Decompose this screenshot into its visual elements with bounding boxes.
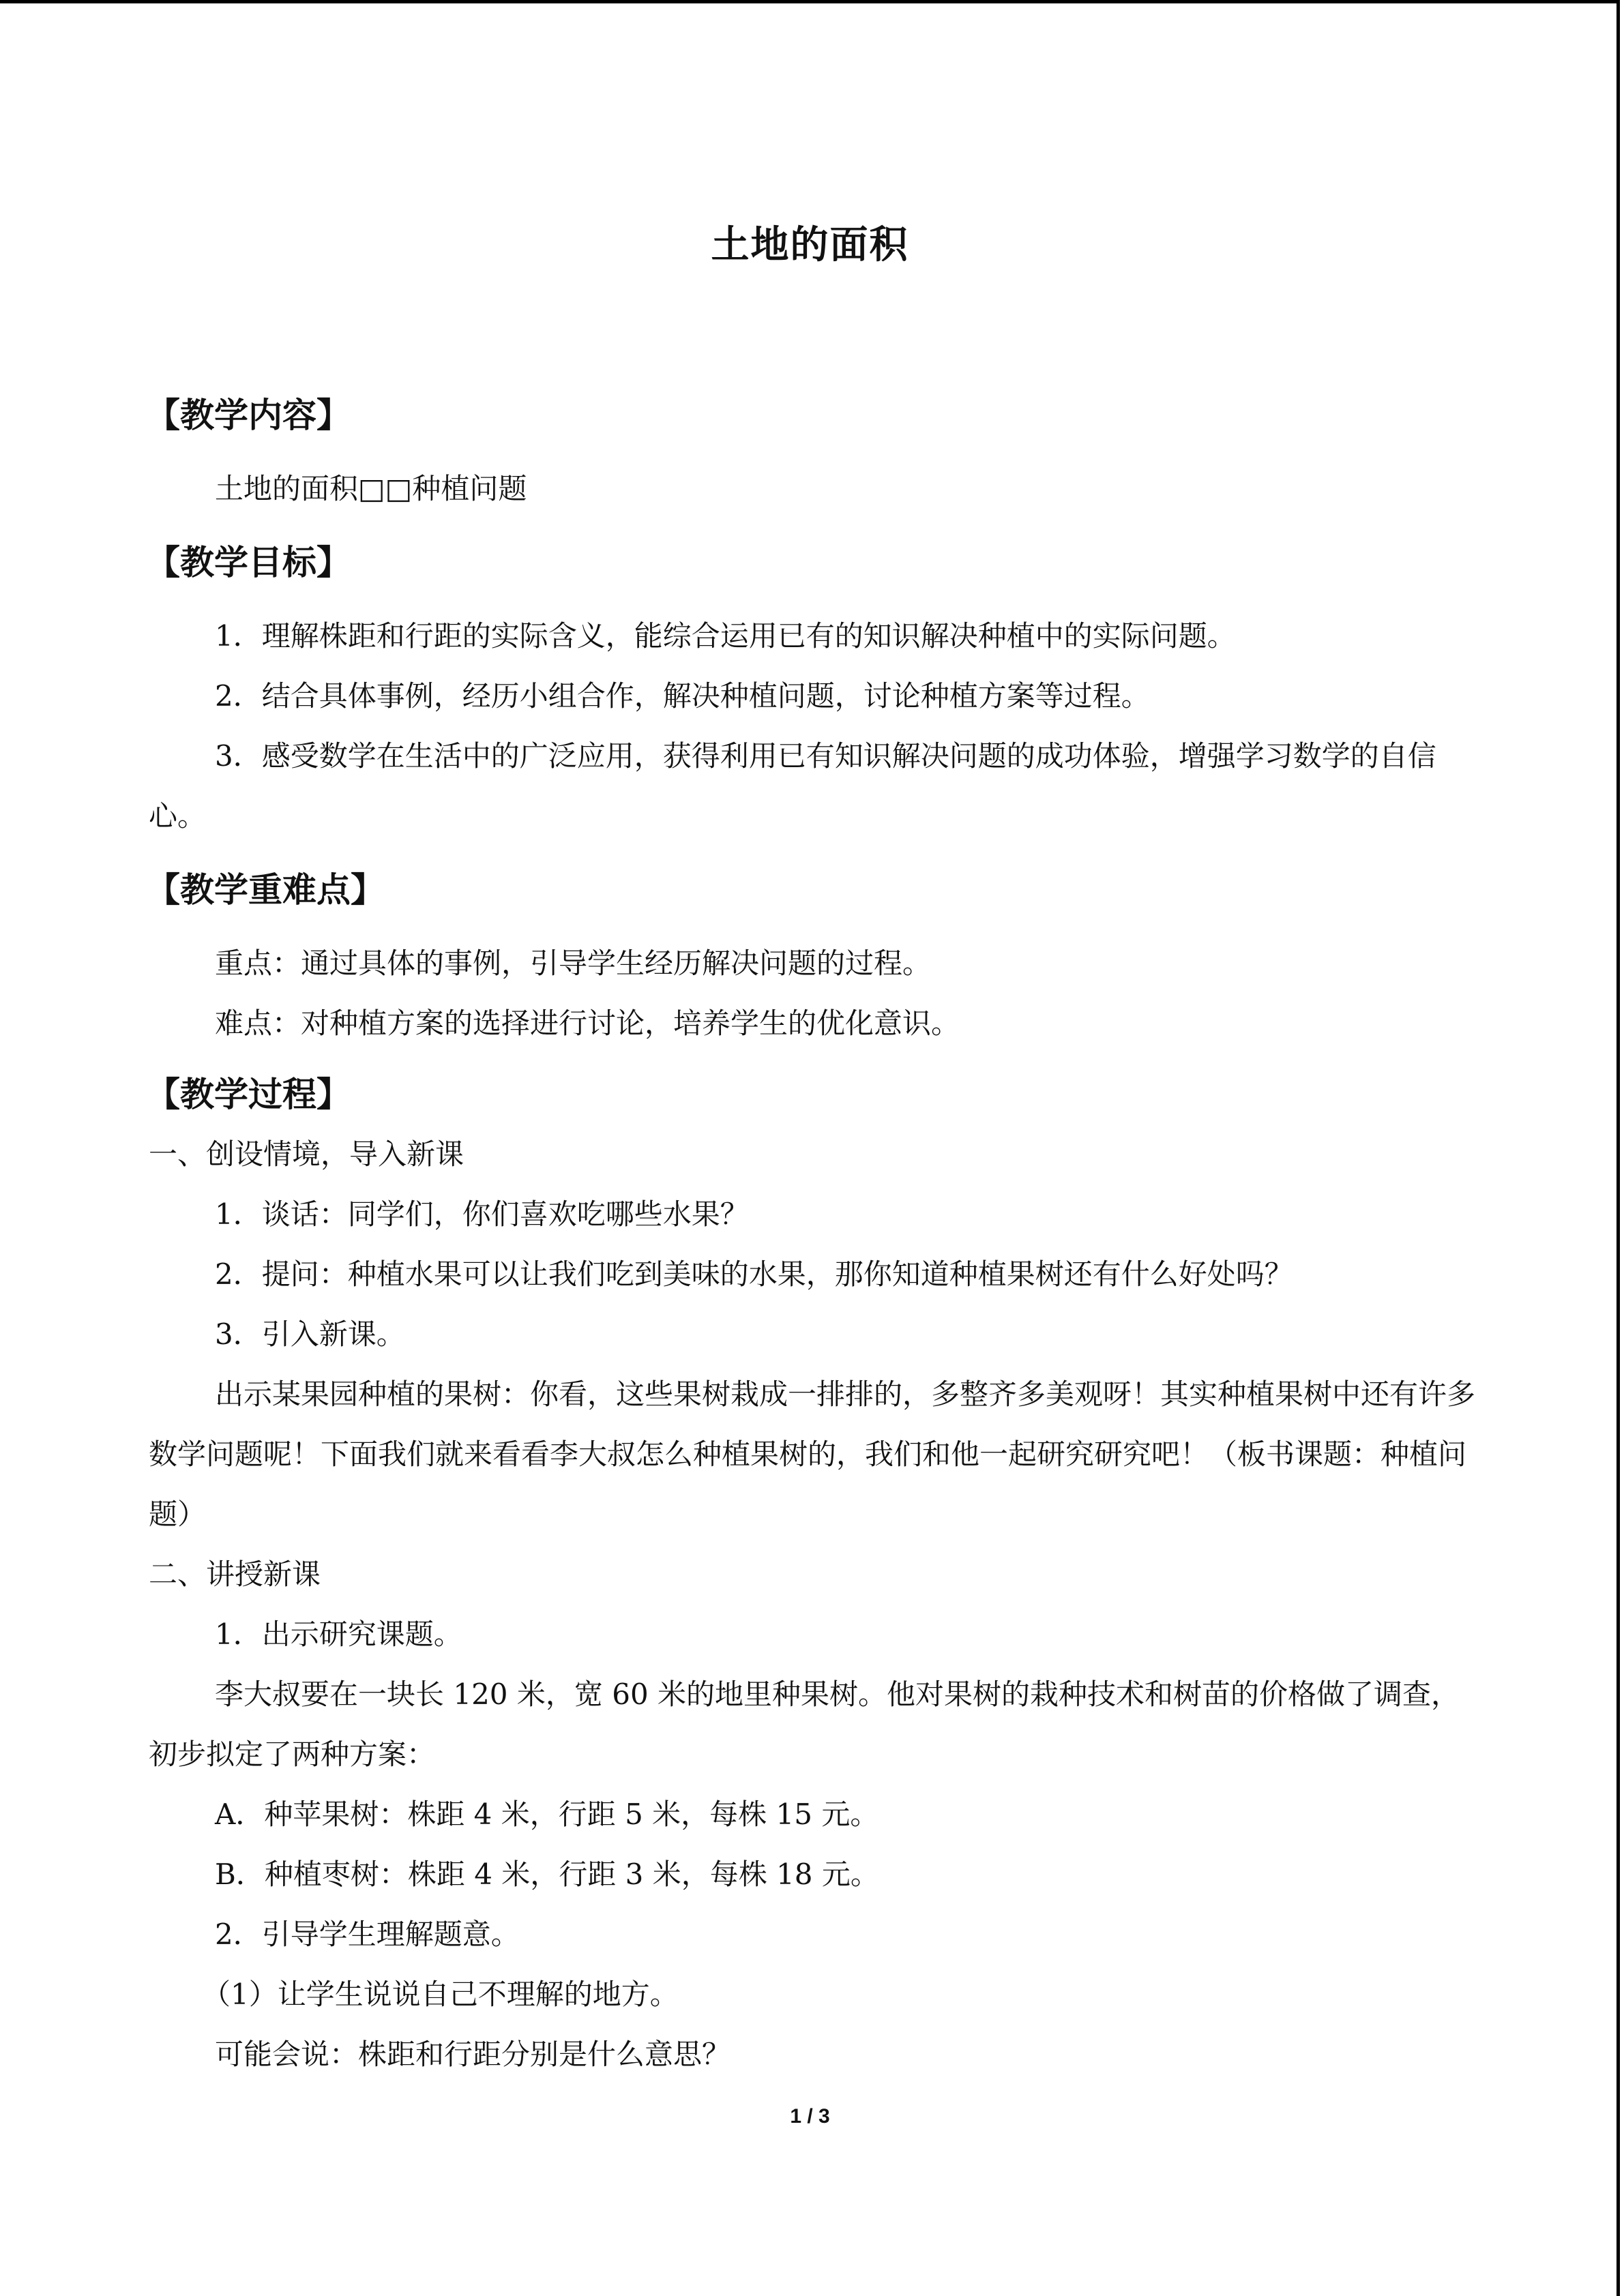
section-teaching-process — [146, 1064, 1479, 2085]
list-item: 重点：通过具体的事例，引导学生经历解决问题的过程。 — [215, 946, 932, 980]
list-item: 1．出示研究课题。 — [215, 1617, 462, 1651]
paragraph: 出示某果园种植的果树：你看，这些果树栽成一排排的，多整齐多美观呀！其实种植果树中还有许多数学问题呢！下面我们就来看看李大叔怎么种植果树的，我们和他一起研究研究吧！（板书课题：种植问题） — [149, 1377, 1476, 1531]
list-item: 2．结合具体事例，经历小组合作，解决种植问题，讨论种植方案等过程。 — [215, 679, 1150, 713]
list-item: 1．谈话：同学们，你们喜欢吃哪些水果？ — [215, 1197, 749, 1231]
paragraph: 可能会说：株距和行距分别是什么意思？ — [215, 2038, 731, 2071]
option-a: A．种苹果树：株距 4 米，行距 5 米，每株 15 元。 — [215, 1798, 879, 1831]
subsection-heading: 二、讲授新课 — [149, 1557, 321, 1591]
list-item: 3．引入新课。 — [215, 1317, 405, 1351]
section-heading: 【教学过程】 — [146, 1075, 351, 1114]
list-item: 2．提问：种植水果可以让我们吃到美味的水果，那你知道种植果树还有什么好处吗？ — [215, 1257, 1293, 1291]
section-key-difficult-points — [146, 860, 1479, 1054]
list-item: 3．感受数学在生活中的广泛应用，获得利用已有知识解决问题的成功体验，增强学习数学的自信心。 — [149, 739, 1436, 833]
paragraph: 土地的面积□□种植问题 — [215, 472, 527, 505]
list-item: 难点：对种植方案的选择进行讨论，培养学生的优化意识。 — [215, 1007, 960, 1040]
subsection-heading: 一、创设情境，导入新课 — [149, 1137, 464, 1171]
list-item: 1．理解株距和行距的实际含义，能综合运用已有的知识解决种植中的实际问题。 — [215, 619, 1236, 653]
page-indicator: 1 / 3 — [790, 2105, 830, 2128]
list-item: 2．引导学生理解题意。 — [215, 1918, 520, 1951]
paragraph: 李大叔要在一块长 120 米，宽 60 米的地里种果树。他对果树的栽种技术和树苗的价格做了调查，初步拟定了两种方案： — [149, 1678, 1460, 1771]
section-heading: 【教学重难点】 — [146, 870, 385, 910]
section-teaching-objectives — [146, 533, 1479, 846]
document-title: 土地的面积 — [711, 222, 909, 267]
section-heading: 【教学目标】 — [146, 543, 351, 582]
option-b: B．种植枣树：株距 4 米，行距 3 米，每株 18 元。 — [215, 1858, 879, 1891]
list-item: （1）让学生说说自己不理解的地方。 — [202, 1978, 679, 2011]
section-heading: 【教学内容】 — [146, 396, 351, 435]
section-teaching-content — [146, 385, 1479, 519]
